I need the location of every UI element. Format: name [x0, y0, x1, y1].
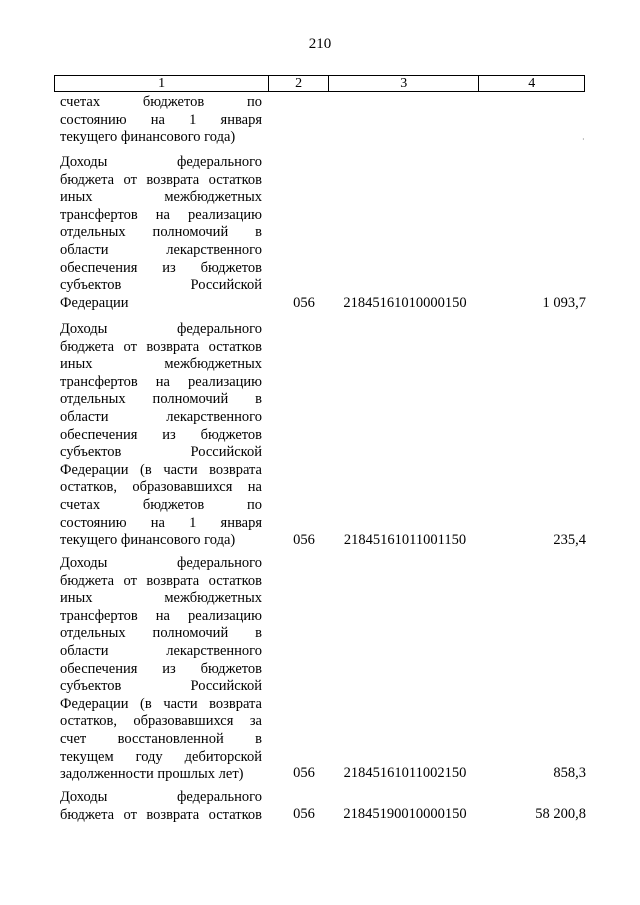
description-line: Федерации (в части возврата	[60, 695, 262, 712]
chapter-code: 056	[293, 806, 315, 822]
description-line: бюджета от возврата остатков	[60, 572, 262, 589]
chapter-code: 056	[293, 765, 315, 781]
description-line: Доходы федерального	[60, 555, 262, 571]
description-line: счет восстановленной в	[60, 730, 262, 747]
description-line: остатков, образовавшихся за	[60, 713, 262, 730]
amount-value: 58 200,8	[535, 806, 586, 822]
description-line: иных межбюджетных	[60, 590, 262, 607]
description-line: отдельных полномочий в	[60, 391, 262, 408]
description-line: трансфертов на реализацию	[60, 373, 262, 390]
description-line: бюджета от возврата остатков	[60, 806, 262, 823]
description-line: бюджета от возврата остатков	[60, 338, 262, 355]
description-line: иных межбюджетных	[60, 356, 262, 373]
table-row-description	[60, 154, 262, 312]
revenue-code: 21845161010000150	[343, 295, 467, 311]
description-line: Доходы федерального	[60, 789, 262, 805]
description-line: трансфертов на реализацию	[60, 206, 262, 223]
description-line: обеспечения из бюджетов	[60, 259, 262, 276]
description-line: обеспечения из бюджетов	[60, 426, 262, 443]
scan-mark: ·	[582, 135, 585, 144]
description-line: области лекарственного	[60, 408, 262, 425]
description-line: состоянию на 1 января	[60, 111, 262, 128]
description-line: отдельных полномочий в	[60, 224, 262, 241]
description-line: субъектов Российской	[60, 277, 262, 294]
description-line: обеспечения из бюджетов	[60, 660, 262, 677]
table-header	[54, 75, 585, 92]
table-row-description	[60, 321, 262, 550]
description-line: области лекарственного	[60, 642, 262, 659]
header-col-1: 1	[55, 76, 269, 91]
description-line: счетах бюджетов по	[60, 94, 262, 110]
table-row-description	[60, 555, 262, 784]
page-number: 210	[308, 36, 332, 52]
description-line: состоянию на 1 января	[60, 514, 262, 531]
description-line: области лекарственного	[60, 241, 262, 258]
revenue-code: 21845190010000150	[343, 806, 467, 822]
description-line: остатков, образовавшихся на	[60, 479, 262, 496]
header-col-2: 2	[269, 76, 329, 91]
revenue-code: 21845161011002150	[343, 765, 467, 781]
table-row-description	[60, 94, 262, 147]
description-line: трансфертов на реализацию	[60, 607, 262, 624]
description-line: Федерации	[60, 294, 129, 311]
description-line: Доходы федерального	[60, 321, 262, 337]
revenue-code: 21845161011001150	[343, 532, 467, 548]
description-line: Федерации (в части возврата	[60, 461, 262, 478]
amount-value: 858,3	[553, 765, 586, 781]
description-line: текущего финансового года)	[60, 532, 236, 549]
description-line: счетах бюджетов по	[60, 496, 262, 513]
description-line: отдельных полномочий в	[60, 625, 262, 642]
description-line: субъектов Российской	[60, 678, 262, 695]
chapter-code: 056	[293, 295, 315, 311]
table-row-description	[60, 789, 262, 824]
description-line: Доходы федерального	[60, 154, 262, 170]
header-col-3: 3	[329, 76, 479, 91]
description-line: текущем году дебиторской	[60, 748, 262, 765]
description-line: бюджета от возврата остатков	[60, 171, 262, 188]
amount-value: 1 093,7	[542, 295, 586, 311]
description-line: субъектов Российской	[60, 444, 262, 461]
description-line: текущего финансового года)	[60, 129, 236, 146]
amount-value: 235,4	[553, 532, 586, 548]
description-line: задолженности прошлых лет)	[60, 766, 244, 783]
description-line: иных межбюджетных	[60, 189, 262, 206]
header-col-4: 4	[528, 76, 536, 91]
chapter-code: 056	[293, 532, 315, 548]
